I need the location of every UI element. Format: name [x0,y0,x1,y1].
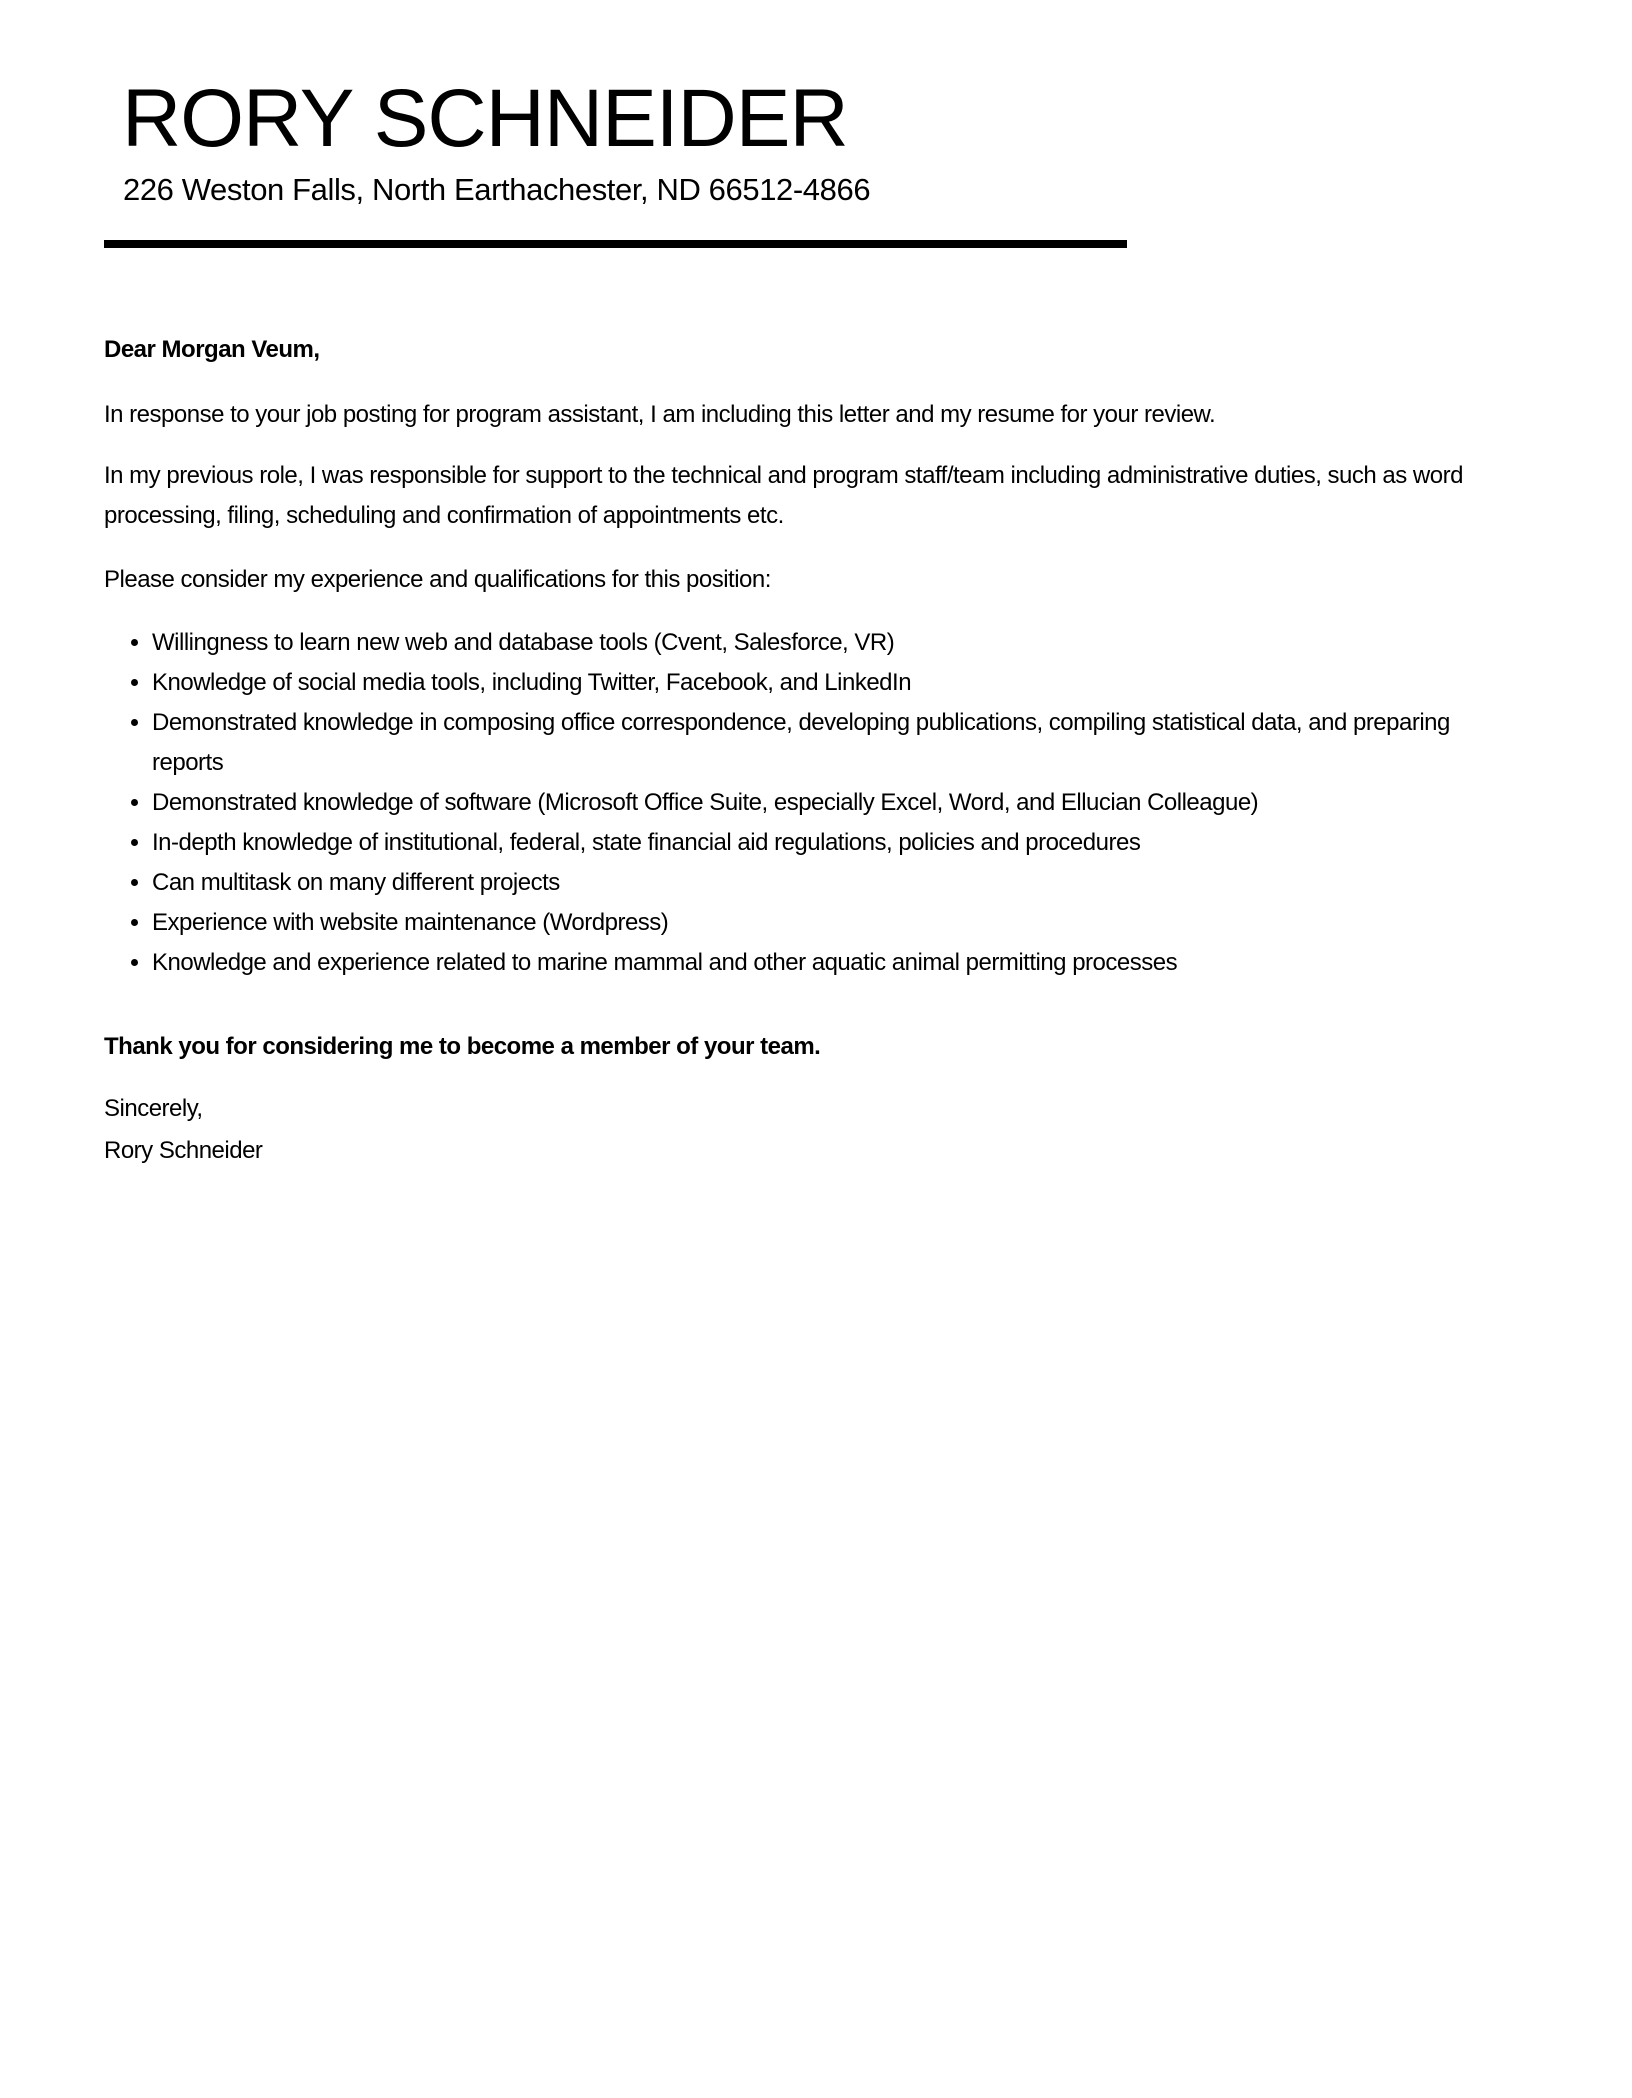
list-item: • Demonstrated knowledge of software (Microsoft Office Suite, especially Excel, Word, and Ellucian Colleague) [152,783,1504,823]
list-item: • Willingness to learn new web and database tools (Cvent, Salesforce, VR) [152,623,1504,663]
list-item: • Can multitask on many different projects [152,863,1504,903]
list-item: • Knowledge of social media tools, including Twitter, Facebook, and LinkedIn [152,663,1504,703]
closing-line: Thank you for considering me to become a member of your team. [104,1033,821,1060]
list-item: • Demonstrated knowledge in composing office correspondence, developing publications, compiling statistical data, and preparing reports [152,703,1504,783]
applicant-name: RORY SCHNEIDER [122,73,848,164]
paragraph-previous-role: In my previous role, I was responsible for support to the technical and program staff/team including administrative duties, such as word processing, filing, scheduling and confirmation of appointments etc. [104,462,1463,529]
header-divider [104,240,1127,248]
list-item: • Knowledge and experience related to marine mammal and other aquatic animal permitting processes [152,943,1504,983]
signature: Rory Schneider [104,1137,263,1164]
paragraph-consider: Please consider my experience and qualifications for this position: [104,566,771,593]
applicant-address: 226 Weston Falls, North Earthachester, ND 66512-4866 [123,172,871,207]
sign-off: Sincerely, [104,1095,203,1122]
list-item: • In-depth knowledge of institutional, federal, state financial aid regulations, policies and procedures [152,823,1504,863]
qualifications-list [104,623,1504,983]
salutation: Dear Morgan Veum, [104,336,320,363]
list-item: • Experience with website maintenance (Wordpress) [152,903,1504,943]
paragraph-intro: In response to your job posting for program assistant, I am including this letter and my resume for your review. [104,401,1216,428]
